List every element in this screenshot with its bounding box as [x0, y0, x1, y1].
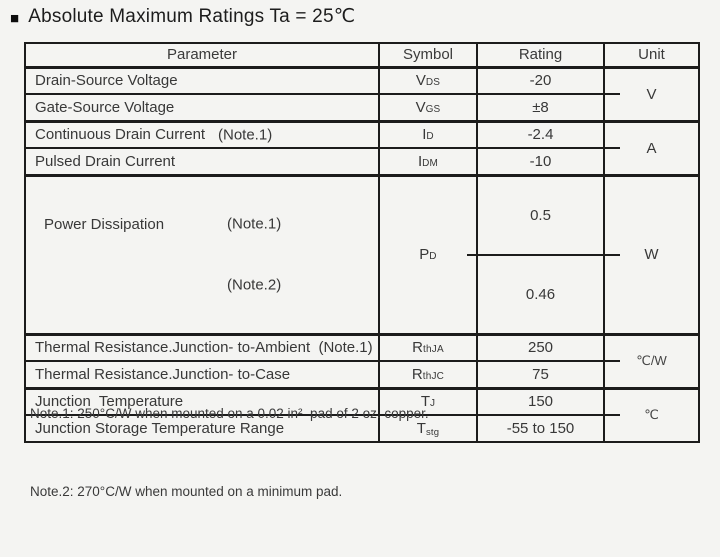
- section-bullet-icon: ■: [10, 9, 20, 27]
- column-header-parameter: Parameter: [25, 43, 379, 67]
- footnotes: [30, 349, 429, 557]
- merged-cell-tick: [605, 414, 620, 416]
- parameter-cell: Gate-Source Voltage: [25, 94, 379, 121]
- symbol-cell: [379, 94, 477, 121]
- unit-cell-volts: [604, 67, 699, 121]
- symbol-base: V: [415, 72, 426, 90]
- rating-cell: 75: [477, 361, 604, 388]
- unit-value: A: [646, 139, 657, 157]
- symbol-base: R: [411, 365, 423, 383]
- unit-value: V: [646, 85, 657, 103]
- unit-cell-degc: [604, 388, 699, 442]
- parameter-cell: [25, 121, 379, 148]
- symbol-cell: [379, 121, 477, 148]
- merged-cell-tick: [605, 360, 620, 362]
- rating-cell: ±8: [477, 94, 604, 121]
- unit-cell-amps: [604, 121, 699, 175]
- symbol-cell: [379, 175, 477, 334]
- rating-cell: 150: [477, 388, 604, 415]
- rating-cell: -55 to 150: [477, 415, 604, 442]
- symbol-base: T: [416, 419, 426, 437]
- symbol-cell: [379, 148, 477, 175]
- row-gate-source-voltage: [25, 94, 699, 121]
- symbol-cell: [379, 67, 477, 94]
- symbol-subscript: thJC: [422, 370, 445, 382]
- parameter-cell: Thermal Resistance.Junction- to-Ambient (Note.1): [25, 334, 379, 361]
- symbol-base: I: [422, 126, 427, 144]
- rating-cell: 250: [477, 334, 604, 361]
- symbol-subscript: DS: [425, 77, 441, 89]
- symbol-base: P: [419, 246, 430, 263]
- note-ref: (Note.2): [227, 276, 282, 294]
- rating-cell: 0.5: [477, 175, 604, 255]
- footnote-2: Note.2: 270°C/W when mounted on a minimum pad.: [30, 484, 343, 499]
- row-continuous-drain-current: [25, 121, 699, 148]
- merged-cell-tick: [467, 254, 476, 256]
- symbol-subscript: GS: [425, 103, 441, 115]
- note-ref: (Note.1): [218, 126, 273, 144]
- parameter-label: Power Dissipation: [44, 215, 165, 233]
- rating-cell: -2.4: [477, 121, 604, 148]
- merged-cell-tick: [605, 93, 620, 95]
- symbol-subscript: DM: [422, 157, 439, 169]
- parameter-label: Continuous Drain Current: [35, 126, 206, 144]
- symbol-base: R: [412, 339, 424, 357]
- page-title: Absolute Maximum Ratings Ta = 25℃: [28, 6, 356, 27]
- rating-cell: -10: [477, 148, 604, 175]
- parameter-cell: Pulsed Drain Current: [25, 148, 379, 175]
- table-header-row: [25, 43, 699, 67]
- merged-cell-tick: [605, 254, 620, 256]
- rating-cell: 0.46: [477, 255, 604, 335]
- unit-cell-watts: [604, 175, 699, 334]
- section-title-row: [10, 6, 355, 28]
- parameter-cell: Junction Temperature: [25, 388, 379, 415]
- symbol-subscript: D: [429, 251, 437, 262]
- unit-value: W: [644, 246, 659, 263]
- row-drain-source-voltage: [25, 67, 699, 94]
- symbol-subscript: J: [429, 398, 436, 410]
- note-ref: (Note.1): [227, 215, 282, 233]
- merged-cell-tick: [605, 147, 620, 149]
- power-dissipation-line-2: [35, 272, 378, 299]
- symbol-base: T: [420, 393, 430, 411]
- symbol-subscript: stg: [425, 426, 440, 438]
- symbol-subscript: D: [426, 131, 434, 143]
- column-header-unit: Unit: [604, 43, 699, 67]
- row-power-dissipation: [25, 175, 699, 255]
- parameter-cell: Drain-Source Voltage: [25, 67, 379, 94]
- parameter-cell: Junction Storage Temperature Range: [25, 415, 379, 442]
- parameter-cell: Thermal Resistance.Junction- to-Case: [25, 361, 379, 388]
- unit-value: ℃: [644, 407, 659, 423]
- symbol-base: I: [417, 152, 423, 170]
- parameter-cell: [25, 175, 379, 334]
- unit-cell-degc-per-watt: [604, 334, 699, 388]
- rating-cell: -20: [477, 67, 604, 94]
- row-pulsed-drain-current: [25, 148, 699, 175]
- power-dissipation-line-1: [35, 211, 378, 238]
- footnote-1: Note.1: 250°C/W when mounted on a 0.02 in² pad of 2 oz. copper.: [30, 406, 429, 421]
- symbol-base: V: [415, 98, 426, 116]
- column-header-symbol: Symbol: [379, 43, 477, 67]
- symbol-subscript: thJA: [423, 344, 444, 356]
- unit-value: ℃/W: [636, 353, 667, 368]
- column-header-rating: Rating: [477, 43, 604, 67]
